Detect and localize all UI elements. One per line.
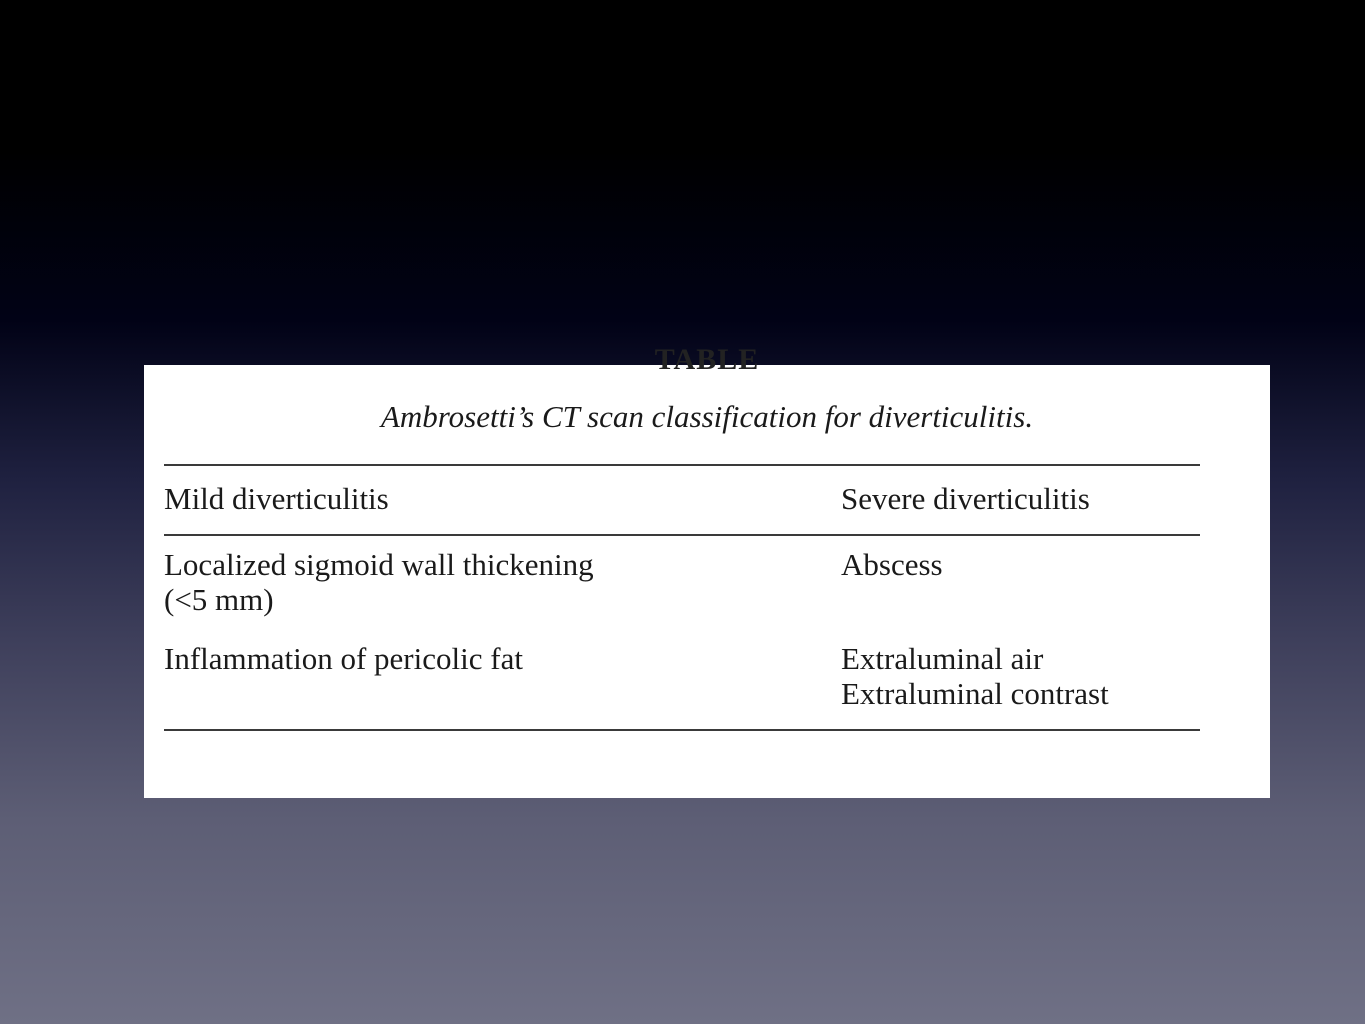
table-header-rule bbox=[164, 534, 1200, 536]
row2-severe-line1: Extraluminal air bbox=[841, 641, 1044, 676]
header-mild: Mild diverticulitis bbox=[164, 481, 389, 516]
row1-severe-cell bbox=[841, 547, 943, 582]
classification-table-image bbox=[144, 343, 1270, 798]
row1-mild-cell bbox=[164, 547, 594, 617]
row2-severe-line2: Extraluminal contrast bbox=[841, 676, 1109, 711]
row2-severe-cell bbox=[841, 641, 1109, 711]
row2-mild-cell bbox=[164, 641, 523, 676]
header-severe: Severe diverticulitis bbox=[841, 481, 1090, 516]
cropped-table-heading: TABLE bbox=[654, 343, 760, 376]
table-bottom-rule bbox=[164, 729, 1200, 731]
row2-mild-line1: Inflammation of pericolic fat bbox=[164, 641, 523, 676]
table-top-rule bbox=[164, 464, 1200, 466]
row1-severe-line1: Abscess bbox=[841, 547, 943, 582]
row1-mild-line2: (<5 mm) bbox=[164, 582, 274, 617]
table-caption: Ambrosetti’s CT scan classification for diverticulitis. bbox=[380, 399, 1034, 434]
row1-mild-line1: Localized sigmoid wall thickening bbox=[164, 547, 594, 582]
